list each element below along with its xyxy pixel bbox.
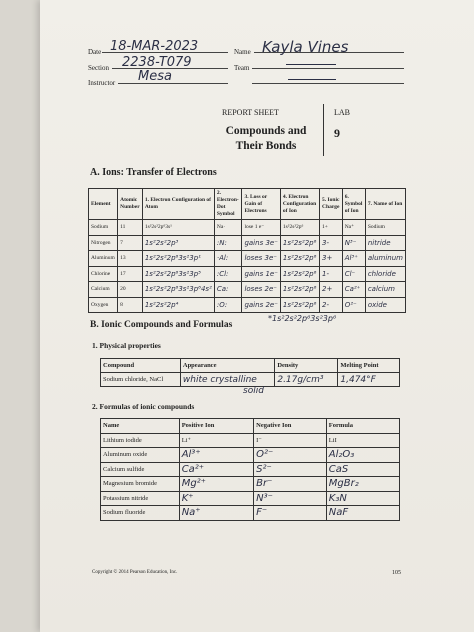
page-title [210, 124, 322, 154]
cell-ion-config[interactable]: 1s²2s²2p⁶ [280, 266, 319, 282]
cell-loss: lose 1 e⁻ [242, 220, 280, 236]
report-sheet [40, 0, 474, 632]
cell-number: 13 [118, 251, 143, 267]
cell-config[interactable]: 1s²2s²2p⁶3s²3p⁶4s² [142, 282, 214, 298]
cell-positive-ion[interactable]: K⁺ [179, 491, 253, 506]
cell-positive-ion[interactable]: Al³⁺ [179, 448, 253, 463]
cell-charge[interactable]: 2- [320, 297, 343, 313]
phys-header-row [101, 359, 400, 373]
cell-name[interactable]: chloride [365, 266, 405, 282]
cell-melting-point[interactable]: 1,474°F [338, 373, 400, 387]
cell-charge[interactable]: 3+ [320, 251, 343, 267]
table-row [89, 235, 406, 251]
cell-loss[interactable]: gains 2e⁻ [242, 297, 280, 313]
cell-element: Sodium [89, 220, 118, 236]
table-row [89, 266, 406, 282]
cell-dot[interactable]: Ca: [214, 282, 242, 298]
cell-loss[interactable]: loses 3e⁻ [242, 251, 280, 267]
cell-formula[interactable]: MgBr₂ [326, 477, 399, 492]
cell-formula[interactable]: NaF [326, 506, 399, 521]
cell-positive-ion[interactable]: Ca²⁺ [179, 462, 253, 477]
cell-name: Sodium [365, 220, 405, 236]
col-loss-gain: 3. Loss or Gain of Electrons [242, 189, 280, 220]
cell-element: Chlorine [89, 266, 118, 282]
col-positive-ion: Positive Ion [179, 419, 253, 434]
name-value[interactable]: Kayla Vines [262, 38, 349, 56]
col-formula: Formula [326, 419, 399, 434]
page-number: 105 [392, 570, 401, 576]
cell-name: Aluminum oxide [101, 448, 180, 463]
cell-dot[interactable]: :O: [214, 297, 242, 313]
cell-config: 1s²2s²2p⁶3s¹ [142, 220, 214, 236]
physical-properties-table [100, 358, 400, 387]
cell-negative-ion[interactable]: S²⁻ [254, 462, 327, 477]
report-sheet-label: REPORT SHEET [222, 108, 279, 117]
formulas-table [100, 418, 400, 521]
ions-table [88, 188, 406, 313]
formula-header-row [101, 419, 400, 434]
team-label: Team [234, 64, 250, 72]
table-row [89, 297, 406, 313]
col-compound: Compound [101, 359, 181, 373]
handwritten-note: *1s²2s²2p⁶3s²3p⁶ [268, 314, 337, 323]
cell-element: Calcium [89, 282, 118, 298]
table-row [101, 506, 400, 521]
table-row [89, 220, 406, 236]
cell-name: Lithium iodide [101, 433, 180, 448]
col-element: Element [89, 189, 118, 220]
cell-name[interactable]: nitride [365, 235, 405, 251]
cell-name[interactable]: calcium [365, 282, 405, 298]
cell-symbol[interactable]: Ca²⁺ [342, 282, 365, 298]
col-negative-ion: Negative Ion [254, 419, 327, 434]
cell-symbol[interactable]: Cl⁻ [342, 266, 365, 282]
col-ion-name: 7. Name of Ion [365, 189, 405, 220]
table-row [89, 251, 406, 267]
cell-ion-config[interactable]: 1s²2s²2p⁶ [280, 297, 319, 313]
cell-formula[interactable]: K₃N [326, 491, 399, 506]
title-line-1: Compounds and [225, 125, 307, 137]
team-blank-mark [286, 64, 336, 65]
cell-name[interactable]: oxide [365, 297, 405, 313]
cell-dot[interactable]: :N: [214, 235, 242, 251]
table-row [101, 462, 400, 477]
col-electron-config: 1. Electron Configuration of Atom [142, 189, 214, 220]
ions-header-row [89, 189, 406, 220]
table-row [101, 491, 400, 506]
cell-positive-ion[interactable]: Na⁺ [179, 506, 253, 521]
copyright: Copyright © 2014 Pearson Education, Inc. [92, 570, 178, 575]
cell-name: Potassium nitride [101, 491, 180, 506]
cell-dot[interactable]: ·Al: [214, 251, 242, 267]
cell-negative-ion[interactable]: Br⁻ [254, 477, 327, 492]
lab-label: LAB [334, 108, 350, 117]
col-ionic-charge: 5. Ionic Charge [320, 189, 343, 220]
cell-number: 7 [118, 235, 143, 251]
blank-mark [288, 79, 336, 80]
table-row [101, 477, 400, 492]
cell-config[interactable]: 1s²2s²2p⁴ [142, 297, 214, 313]
cell-charge[interactable]: 2+ [320, 282, 343, 298]
cell-dot[interactable]: :Cl: [214, 266, 242, 282]
cell-config[interactable]: 1s²2s²2p³ [142, 235, 214, 251]
title-line-2: Their Bonds [235, 140, 297, 152]
instructor-value[interactable]: Mesa [138, 69, 172, 84]
section-label: Section [88, 64, 109, 72]
section-value[interactable]: 2238-T079 [122, 55, 192, 70]
cell-formula: LiI [326, 433, 399, 448]
cell-appearance[interactable]: white crystalline [180, 373, 274, 387]
cell-element: Aluminum [89, 251, 118, 267]
cell-number: 8 [118, 297, 143, 313]
date-value[interactable]: 18-MAR-2023 [110, 39, 199, 54]
cell-symbol[interactable]: N³⁻ [342, 235, 365, 251]
cell-config[interactable]: 1s²2s²2p⁶3s²3p⁵ [142, 266, 214, 282]
col-ion-config: 4. Electron Configuration of Ion [280, 189, 319, 220]
cell-density[interactable]: 2.17g/cm³ [275, 373, 338, 387]
cell-positive-ion: Li⁺ [179, 433, 253, 448]
cell-name[interactable]: aluminum [365, 251, 405, 267]
section-b-title: B. Ionic Compounds and Formulas [90, 320, 233, 330]
cell-symbol: Na⁺ [342, 220, 365, 236]
cell-charge: 1+ [320, 220, 343, 236]
col-atomic-number: Atomic Number [118, 189, 143, 220]
cell-config[interactable]: 1s²2s²2p⁶3s²3p¹ [142, 251, 214, 267]
physical-properties-title: 1. Physical properties [92, 341, 161, 350]
date-label: Date [88, 48, 102, 56]
divider [323, 104, 324, 156]
cell-formula[interactable]: CaS [326, 462, 399, 477]
formulas-title: 2. Formulas of ionic compounds [92, 402, 195, 411]
cell-ion-config[interactable]: 1s²2s²2p⁶ [280, 282, 319, 298]
cell-loss[interactable]: gains 1e⁻ [242, 266, 280, 282]
cell-loss[interactable]: loses 2e⁻ [242, 282, 280, 298]
cell-ion-config: 1s²2s²2p⁶ [280, 220, 319, 236]
cell-charge[interactable]: 3- [320, 235, 343, 251]
col-melting-point: Melting Point [338, 359, 400, 373]
cell-number: 20 [118, 282, 143, 298]
col-appearance: Appearance [180, 359, 274, 373]
blank-line [252, 83, 404, 84]
team-line [252, 68, 404, 69]
appearance-continuation: solid [243, 386, 264, 396]
cell-negative-ion[interactable]: N³⁻ [254, 491, 327, 506]
cell-symbol[interactable]: O²⁻ [342, 297, 365, 313]
name-label: Name [234, 48, 251, 56]
instructor-line [118, 83, 228, 84]
instructor-label: Instructor [88, 79, 116, 87]
table-row [101, 433, 400, 448]
cell-name: Sodium fluoride [101, 506, 180, 521]
table-row [89, 282, 406, 298]
cell-element: Nitrogen [89, 235, 118, 251]
table-row [101, 373, 400, 387]
cell-symbol[interactable]: Al³⁺ [342, 251, 365, 267]
cell-name: Magnesium bromide [101, 477, 180, 492]
lab-number: 9 [334, 126, 340, 140]
cell-negative-ion: I⁻ [254, 433, 327, 448]
col-density: Density [275, 359, 338, 373]
cell-number: 11 [118, 220, 143, 236]
cell-dot: Na· [214, 220, 242, 236]
cell-ion-config[interactable]: 1s²2s²2p⁶ [280, 235, 319, 251]
col-name: Name [101, 419, 180, 434]
cell-charge[interactable]: 1- [320, 266, 343, 282]
cell-formula[interactable]: Al₂O₃ [326, 448, 399, 463]
section-a-title: A. Ions: Transfer of Electrons [90, 167, 217, 178]
table-row [101, 448, 400, 463]
cell-number: 17 [118, 266, 143, 282]
cell-loss[interactable]: gains 3e⁻ [242, 235, 280, 251]
cell-positive-ion[interactable]: Mg²⁺ [179, 477, 253, 492]
cell-negative-ion[interactable]: F⁻ [254, 506, 327, 521]
col-electron-dot: 2. Electron-Dot Symbol [214, 189, 242, 220]
cell-compound: Sodium chloride, NaCl [101, 373, 181, 387]
cell-element: Oxygen [89, 297, 118, 313]
cell-ion-config[interactable]: 1s²2s²2p⁶ [280, 251, 319, 267]
col-ion-symbol: 6. Symbol of Ion [342, 189, 365, 220]
cell-negative-ion[interactable]: O²⁻ [254, 448, 327, 463]
cell-name: Calcium sulfide [101, 462, 180, 477]
